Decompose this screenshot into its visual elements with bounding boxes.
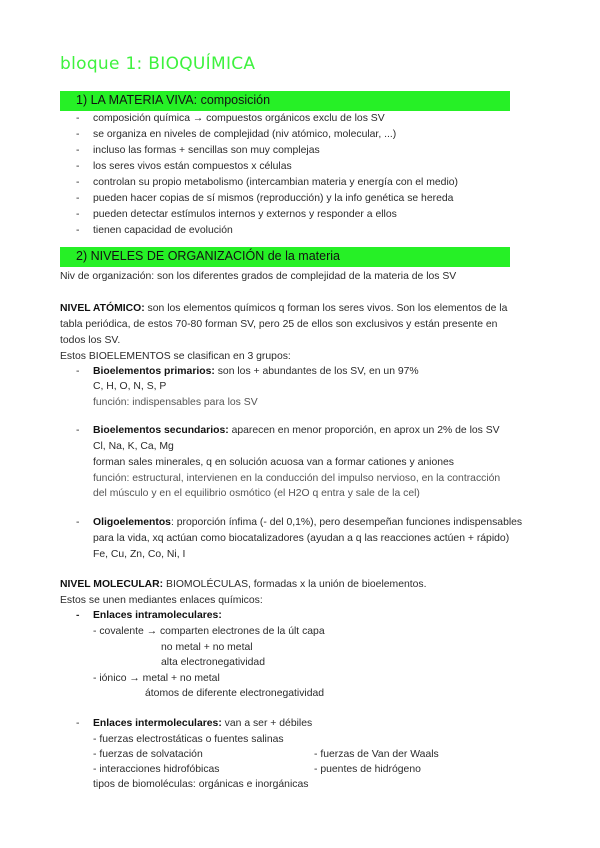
bullet-dash: - [76,193,80,204]
intermolecular-bonds-label: Enlaces intermoleculares: [93,718,222,729]
oligoelements [93,516,522,530]
list-item: incluso las formas + sencillas son muy complejas [93,145,320,156]
bullet-dash: - [76,177,80,188]
intermolecular-bonds-text: van a ser + débiles [221,718,313,729]
primary-bioelements [93,365,419,379]
atomic-level-line: tabla periódica, de estos 70-80 forman SV, pero 25 de ellos son exclusivos y están presente en [60,319,498,330]
oligoelements-text: : proporción ínfima (- del 0,1%), pero desempeñan funciones indispensables [170,517,523,528]
covalent-bond: - covalente → comparten electrones de la últ capa [93,626,325,637]
secondary-function: función: estructural, intervienen en la conducción del impulso nervioso, en la contracción [93,473,501,484]
secondary-bioelements [93,424,500,438]
section1-heading: 1) LA MATERIA VIVA: composición [76,93,271,107]
covalent-detail: no metal + no metal [161,642,253,653]
bullet-dash: - [76,145,80,156]
bullet-dash: - [76,610,80,621]
molecular-level-paragraph [60,578,427,592]
intramolecular-bonds-label: Enlaces intramoleculares: [93,610,222,621]
bullet-dash: - [76,209,80,220]
molecular-level-label: NIVEL MOLECULAR: [60,579,164,590]
atomic-level-line: todos los SV. [60,335,121,346]
atomic-level-label: NIVEL ATÓMICO: [60,303,145,314]
list-item: tienen capacidad de evolución [93,225,233,236]
intermolecular-bonds [93,717,312,731]
ionic-detail: átomos de diferente electronegatividad [145,688,325,699]
bullet-dash: - [76,225,80,236]
atomic-level-paragraph [60,302,507,316]
list-item: composición química → compuestos orgánicos exclu de los SV [93,113,385,124]
list-item: se organiza en niveles de complejidad (niv atómico, molecular, ...) [93,129,397,140]
molecular-level-text: BIOMOLÉCULAS, formadas x la unión de bioelementos. [163,579,427,590]
intermolecular-force: - fuerzas electrostáticas o fuentes salinas [93,734,284,745]
primary-bioelements-text: son los + abundantes de los SV, en un 97% [214,366,419,377]
intermolecular-force: - fuerzas de Van der Waals [314,749,439,760]
intermolecular-force: - puentes de hidrógeno [314,764,421,775]
primary-function: función: indispensables para los SV [93,397,258,408]
secondary-elements-list: Cl, Na, K, Ca, Mg [93,441,174,452]
secondary-bioelements-line: forman sales minerales, q en solución acuosa van a formar cationes y aniones [93,457,454,468]
list-item: pueden hacer copias de sí mismos (reproducción) y la info genética se hereda [93,193,454,204]
bullet-dash: - [76,517,80,528]
secondary-function-cont: del músculo y en el equilibrio osmótico (el H2O q entra y sale de la cel) [93,488,420,499]
section1-heading-highlight [60,91,510,111]
list-item: pueden detectar estímulos internos y externos y responder a ellos [93,209,397,220]
intermolecular-force: - fuerzas de solvatación [93,749,203,760]
section2-heading-highlight [60,247,510,267]
list-item: controlan su propio metabolismo (intercambian materia y energía con el medio) [93,177,459,188]
section2-intro: Niv de organización: son los diferentes grados de complejidad de la materia de los SV [60,271,457,282]
bullet-dash: - [76,161,80,172]
bullet-dash: - [76,129,80,140]
bullet-dash: - [76,113,80,124]
primary-elements-list: C, H, O, N, S, P [93,381,167,392]
list-item: los seres vivos están compuestos x células [93,161,292,172]
bullet-dash: - [76,425,80,436]
bullet-dash: - [76,366,80,377]
secondary-bioelements-text: aparecen en menor proporción, en aprox un 2% de los SV [228,425,500,436]
oligoelements-line: para la vida, xq actúan como biocatalizadores (ayudan a q las reacciones actúen + rápido) [93,533,510,544]
section2-heading: 2) NIVELES DE ORGANIZACIÓN de la materia [76,249,340,263]
oligo-elements-list: Fe, Cu, Zn, Co, Ni, I [93,549,186,560]
oligoelements-label: Oligoelementos [93,517,171,528]
primary-bioelements-label: Bioelementos primarios: [93,366,215,377]
ionic-bond: - iónico → metal + no metal [93,673,220,684]
intermolecular-force: - interacciones hidrofóbicas [93,764,220,775]
covalent-detail: alta electronegatividad [161,657,265,668]
bullet-dash: - [76,718,80,729]
page-title: bloque 1: BIOQUÍMICA [60,54,256,74]
secondary-bioelements-label: Bioelementos secundarios: [93,425,229,436]
bioelements-intro: Estos BIOELEMENTOS se clasifican en 3 grupos: [60,351,291,362]
atomic-level-text: son los elementos químicos q forman los seres vivos. Son los elementos de la [144,303,508,314]
molecular-level-line: Estos se unen mediantes enlaces químicos: [60,595,263,606]
biomolecule-types: tipos de biomoléculas: orgánicas e inorgánicas [93,779,309,790]
